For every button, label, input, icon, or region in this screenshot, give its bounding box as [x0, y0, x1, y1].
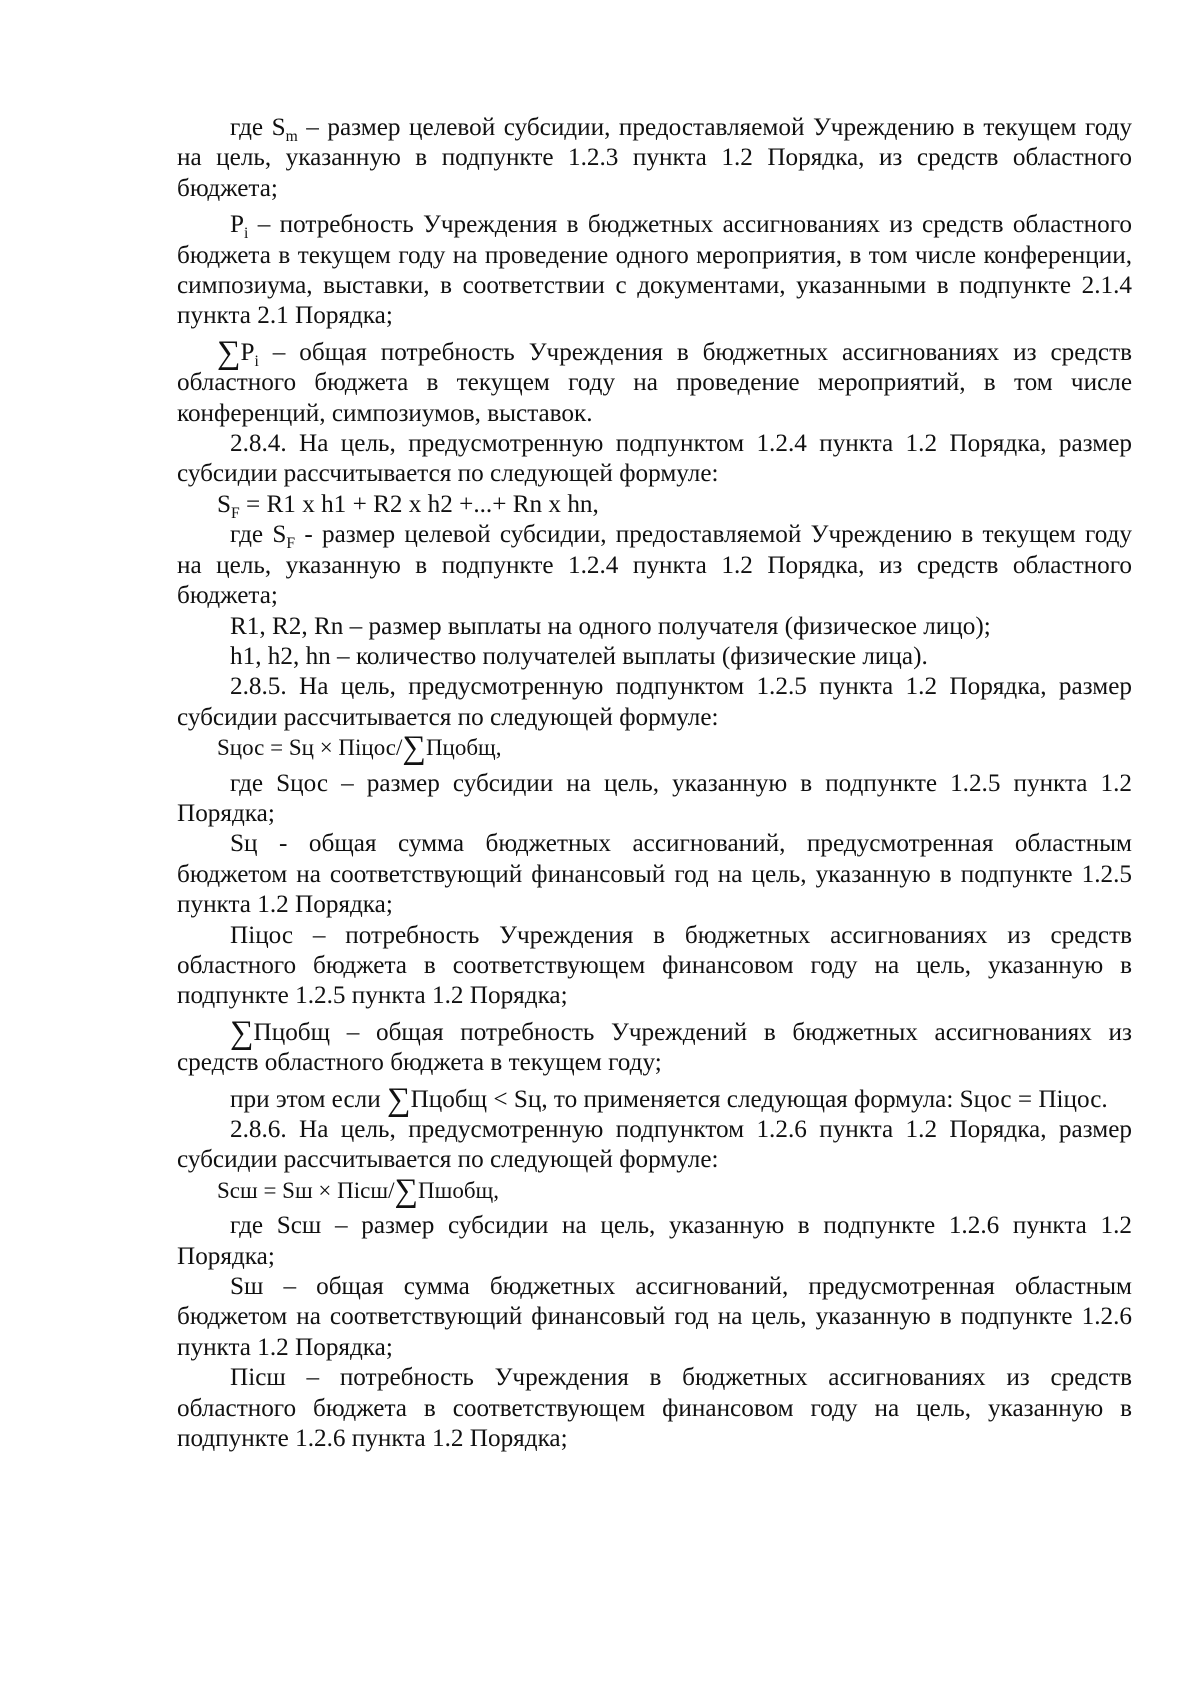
paragraph-sh-definition: Sш – общая сумма бюджетных ассигнований, предусмотренная областным бюджетом на соответствующий финансовый год на цель, указанную в подпункте 1.2.6 пункта 1.2 Порядка; [177, 1273, 1132, 1361]
paragraph-condition: при этом если ∑Пцобщ < Sц, то применяется следующая формула: Sцос = Пiцос. [230, 1081, 1108, 1118]
sum-symbol: ∑ [217, 334, 241, 371]
sum-symbol: ∑ [387, 1081, 411, 1118]
paragraph-sf-definition: где $S_F$ - размер целевой субсидии, предоставляемой Учреждению в текущем году на цель, указанную в подпункте 1.2.4 пункта 1.2 Порядка, из средств областного бюджета; [177, 521, 1132, 610]
paragraph-sm-definition: где $S_m$ – размер целевой субсидии, предоставляемой Учреждению в текущем году на цель, указанную в подпункте 1.2.3 пункта 1.2 Порядка, из средств областного бюджета; [177, 114, 1132, 202]
paragraph-pish-definition: Пiсш – потребность Учреждения в бюджетных ассигнованиях из средств областного бюджета в соответствующем финансовом году на цель, указанную в подпункте 1.2.6 пункта 1.2 Порядка; [177, 1364, 1132, 1453]
paragraph-sum-pi-definition: $\sum P_i$ – общая потребность Учреждения в бюджетных ассигнованиях из средств областного бюджета в текущем году на проведение мероприятий, в том числе конференций, симпозиумов, выставок. [177, 334, 1132, 427]
sum-symbol: ∑ [402, 730, 426, 767]
document-body [177, 113, 1132, 1454]
formula-scos: Sцос = Sц × Пiцос/∑Пцобщ, [217, 730, 502, 767]
paragraph-sc-definition: Sц - общая сумма бюджетных ассигнований, предусмотренная областным бюджетом на соответствующий финансовый год на цель, указанную в подпункте 1.2.5 пункта 1.2 Порядка; [177, 830, 1132, 919]
sum-symbol: ∑ [394, 1172, 418, 1209]
formula-ssh: Sсш = Sш × Пiсш/∑Пшобщ, [217, 1172, 499, 1209]
paragraph-sum-pcobshch-definition: ∑Пцобщ – общая потребность Учреждений в бюджетных ассигнованиях из средств областного бюджета в текущем году; [177, 1014, 1132, 1077]
formula-sf: $S_F = R1$ x h1 + R2 x h2 +...+ Rn x hn, [217, 490, 599, 522]
paragraph-ssh-definition: где Sсш – размер субсидии на цель, указанную в подпункте 1.2.6 пункта 1.2 Порядка; [177, 1212, 1132, 1270]
paragraph-r-definition: R1, R2, Rn – размер выплаты на одного получателя (физическое лицо); [230, 612, 991, 640]
paragraph-2-8-6: 2.8.6. На цель, предусмотренную подпунктом 1.2.6 пункта 1.2 Порядка, размер субсидии рассчитывается по следующей формуле: [177, 1116, 1132, 1174]
paragraph-picos-definition: Пiцос – потребность Учреждения в бюджетных ассигнованиях из средств областного бюджета в соответствующем финансовом году на цель, указанную в подпункте 1.2.5 пункта 1.2 Порядка; [177, 921, 1132, 1010]
paragraph-pi-definition: $P_i$ – потребность Учреждения в бюджетных ассигнованиях из средств областного бюджета в текущем году на проведение одного мероприятия, в том числе конференции, симпозиума, выставки, в соответствии с документами, указанными в подпункте 2.1.4 пункта 2.1 Порядка; [177, 211, 1132, 330]
paragraph-2-8-4: 2.8.4. На цель, предусмотренную подпунктом 1.2.4 пункта 1.2 Порядка, размер субсидии рассчитывается по следующей формуле: [177, 430, 1132, 488]
paragraph-h-definition: h1, h2, hn – количество получателей выплаты (физические лица). [230, 642, 928, 670]
paragraph-scos-definition: где Sцос – размер субсидии на цель, указанную в подпункте 1.2.5 пункта 1.2 Порядка; [177, 769, 1132, 827]
sum-symbol: ∑ [230, 1014, 254, 1051]
paragraph-2-8-5: 2.8.5. На цель, предусмотренную подпунктом 1.2.5 пункта 1.2 Порядка, размер субсидии рассчитывается по следующей формуле: [177, 673, 1132, 731]
